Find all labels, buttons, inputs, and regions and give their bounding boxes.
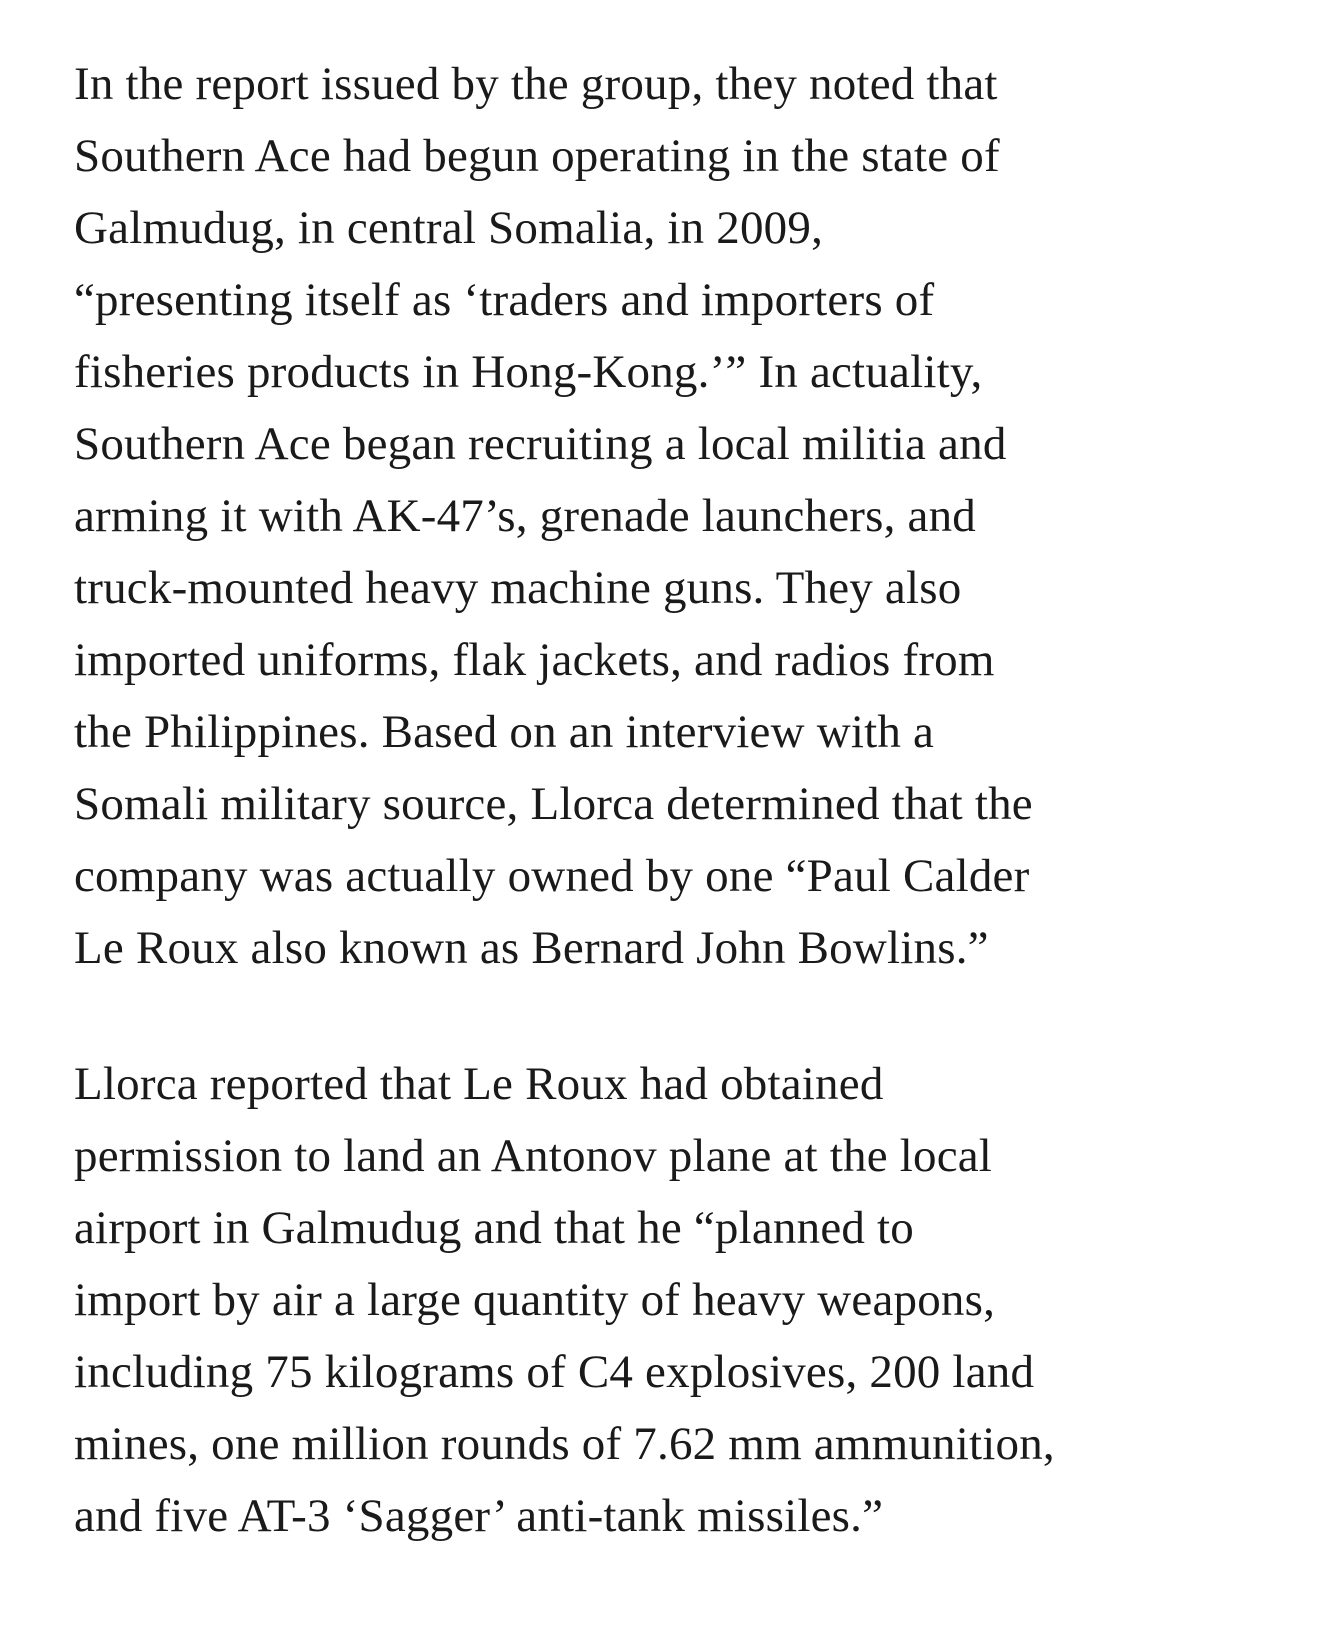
paragraph-line: mines, one million rounds of 7.62 mm ammunition, [74,1418,1055,1470]
paragraph-line: company was actually owned by one “Paul Calder [74,850,1030,902]
paragraph-line: Southern Ace began recruiting a local militia and [74,418,1007,470]
paragraph-line: Llorca reported that Le Roux had obtained [74,1058,884,1110]
article-body [74,48,1254,1616]
paragraph-1 [74,48,1254,984]
paragraph-line: permission to land an Antonov plane at the local [74,1130,993,1182]
paragraph-line: import by air a large quantity of heavy weapons, [74,1274,996,1326]
paragraph-line: the Philippines. Based on an interview with a [74,706,935,758]
paragraph-line: arming it with AK-47’s, grenade launchers, and [74,490,976,542]
paragraph-line: Somali military source, Llorca determined that the [74,778,1033,830]
paragraph-line: Le Roux also known as Bernard John Bowlins.” [74,922,989,974]
paragraph-line: and five AT-3 ‘Sagger’ anti-tank missiles.” [74,1490,884,1542]
paragraph-line: imported uniforms, flak jackets, and radios from [74,634,995,686]
paragraph-line: including 75 kilograms of C4 explosives, 200 land [74,1346,1035,1398]
paragraph-line: In the report issued by the group, they noted that [74,58,998,110]
paragraph-line: Southern Ace had begun operating in the state of [74,130,1000,182]
paragraph-line: truck-mounted heavy machine guns. They also [74,562,962,614]
paragraph-line: Galmudug, in central Somalia, in 2009, [74,202,824,254]
paragraph-line: “presenting itself as ‘traders and importers of [74,274,935,326]
paragraph-line: airport in Galmudug and that he “planned to [74,1202,915,1254]
paragraph-2 [74,1048,1254,1552]
paragraph-line: fisheries products in Hong-Kong.’” In actuality, [74,346,983,398]
